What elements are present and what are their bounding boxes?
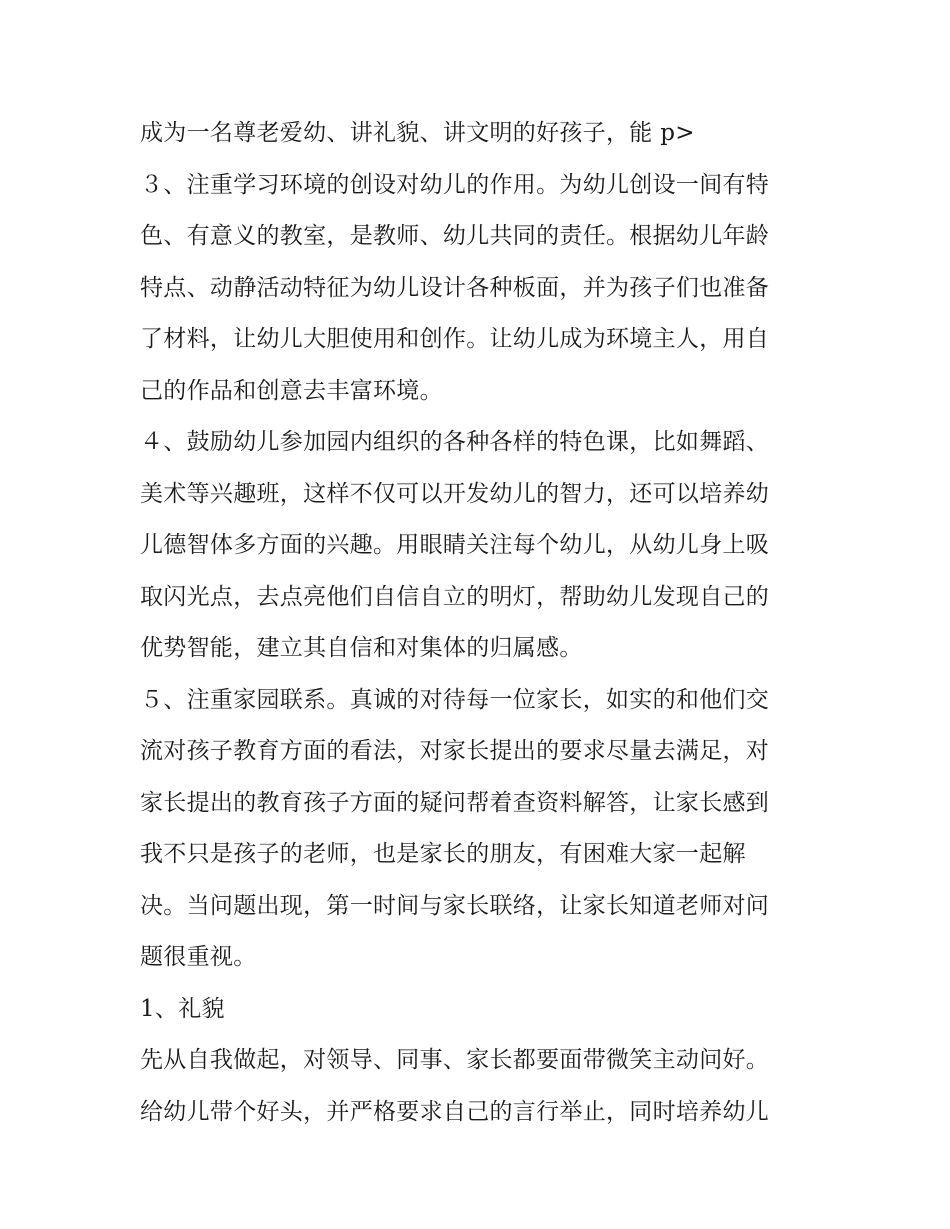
text-line: 取闪光点，去点亮他们自信自立的明灯，帮助幼儿发现自己的	[140, 583, 770, 610]
document-body	[140, 108, 820, 1138]
text-line: 特点、动静活动特征为幼儿设计各种板面，并为孩子们也准备	[140, 274, 770, 301]
text-line: 成为一名尊老爱幼、讲礼貌、讲文明的好孩子，能 p>	[140, 120, 695, 146]
text-line: 优势智能，建立其自信和对集体的归属感。	[140, 635, 583, 661]
text-line: 美术等兴趣班，这样不仅可以开发幼儿的智力，还可以培养幼	[140, 480, 770, 507]
text-line: 了材料，让幼儿大胆使用和创作。让幼儿成为环境主人，用自	[140, 326, 770, 352]
text-line: 色、有意义的教室，是教师、幼儿共同的责任。根据幼儿年龄	[140, 223, 770, 249]
text-line: ３、注重学习环境的创设对幼儿的作用。为幼儿创设一间有特	[140, 171, 770, 198]
text-line: 我不只是孩子的老师，也是家长的朋友，有困难大家一起解	[140, 841, 746, 867]
text-line: ４、鼓励幼儿参加园内组织的各种各样的特色课，比如舞蹈、	[140, 429, 770, 455]
text-line: 决。当问题出现，第一时间与家长联络，让家长知道老师对问	[140, 892, 770, 919]
text-line: ５、注重家园联系。真诚的对待每一位家长，如实的和他们交	[140, 686, 770, 713]
text-line: 题很重视。	[140, 944, 257, 970]
text-line: 给幼儿带个好头，并严格要求自己的言行举止，同时培养幼儿	[140, 1098, 770, 1125]
text-line: 儿德智体多方面的兴趣。用眼睛关注每个幼儿，从幼儿身上吸	[140, 532, 770, 558]
text-line: 家长提出的教育孩子方面的疑问帮着查资料解答，让家长感到	[140, 789, 770, 816]
text-line: 先从自我做起，对领导、同事、家长都要面带微笑主动问好。	[140, 1047, 770, 1073]
text-line: 己的作品和创意去丰富环境。	[140, 377, 443, 404]
text-line: 流对孩子教育方面的看法，对家长提出的要求尽量去满足，对	[140, 738, 770, 764]
section-heading: 1、礼貌	[140, 995, 225, 1022]
